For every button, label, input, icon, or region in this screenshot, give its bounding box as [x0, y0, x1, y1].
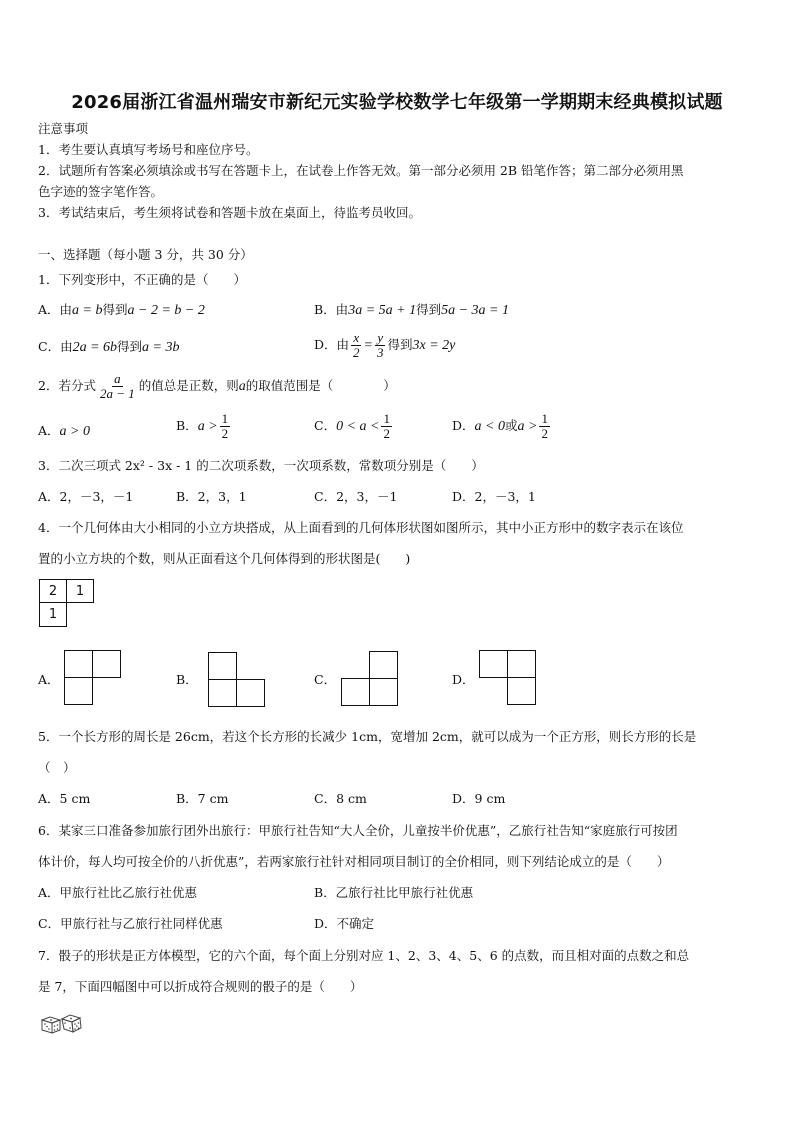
question-2-option-b: B．a > $\frac{1}{2}$: [176, 411, 229, 441]
dice-icon: [40, 1013, 84, 1035]
question-5-option-a: A．5 cm: [38, 791, 91, 806]
question-1-option-d: D．由 $\frac{x}{2}$ = $\frac{y}{3}$ 得到3x = 2y: [314, 330, 456, 360]
section-heading: 一、选择题（每小题 3 分，共 30 分）: [38, 247, 253, 262]
notice-heading: 注意事项: [38, 121, 89, 136]
question-1-option-b: B．由3a = 5a + 1得到5a − 3a = 1: [314, 302, 510, 318]
question-4-line: 置的小立方块的个数，则从正面看这个几何体得到的形状图是( ): [38, 551, 411, 566]
question-3-option-a: A．2，－3，－1: [38, 489, 134, 504]
question-3-stem: 3．二次三项式 2x² - 3x - 1 的二次项系数，一次项系数，常数项分别是（ ）: [38, 458, 484, 473]
question-6-line: 体计价，每人均可按全价的八折优惠”，若两家旅行社针对相同项目制订的全价相同，则下列结论成立的是（ ）: [38, 854, 670, 869]
question-2-stem: 2．若分式 $\frac{a}{2a - 1}$ 的值总是正数，则a的取值范围是（ ）: [38, 371, 396, 401]
notice-item: 色字迹的签字笔作答。: [38, 184, 164, 199]
question-6-option-a: A．甲旅行社比乙旅行社优惠: [38, 885, 198, 900]
question-2-option-d: D．a < 0或a > $\frac{1}{2}$: [452, 411, 548, 441]
question-4-option-d-label: D．: [452, 672, 475, 687]
question-4-option-c-label: C．: [314, 672, 337, 687]
question-6-option-c: C．甲旅行社与乙旅行社同样优惠: [38, 916, 223, 931]
question-2-option-c: C．0 < a < $\frac{1}{2}$: [314, 411, 390, 441]
notice-item: 2．试题所有答案必须填涂或书写在答题卡上，在试卷上作答无效。第一部分必须用 2B 铅笔作答；第二部分必须用黑: [38, 163, 684, 178]
exam-title: 2026届浙江省温州瑞安市新纪元实验学校数学七年级第一学期期末经典模拟试题: [71, 92, 723, 113]
notice-item: 1．考生要认真填写考场号和座位序号。: [38, 142, 259, 157]
question-4-line: 4．一个几何体由大小相同的小立方块搭成，从上面看到的几何体形状图如图所示，其中小正方形中的数字表示在该位: [38, 520, 684, 535]
question-5-option-d: D．9 cm: [452, 791, 506, 806]
question-3-option-c: C．2，3，－1: [314, 489, 398, 504]
top-view-cell: 1: [39, 602, 67, 627]
question-5-line: 5．一个长方形的周长是 26cm，若这个长方形的长减少 1cm，宽增加 2cm，就可以成为一个正方形，则长方形的长是: [38, 729, 697, 744]
question-5-option-c: C．8 cm: [314, 791, 367, 806]
question-4-option-a-label: A．: [38, 672, 60, 687]
question-6-line: 6．某家三口准备参加旅行团外出旅行：甲旅行社告知“大人全价，儿童按半价优惠”，乙旅行社告知“家庭旅行可按团: [38, 823, 678, 838]
question-3-option-d: D．2，－3，1: [452, 489, 536, 504]
question-7-line: 7．骰子的形状是正方体模型，它的六个面，每个面上分别对应 1、2、3、4、5、6 的点数，而且相对面的点数之和总: [38, 948, 690, 963]
question-6-option-b: B．乙旅行社比甲旅行社优惠: [314, 885, 474, 900]
question-4-option-b-label: B．: [176, 672, 198, 687]
question-1-stem: 1．下列变形中，不正确的是（ ）: [38, 272, 246, 287]
question-7-line: 是 7，下面四幅图中可以折成符合规则的骰子的是（ ）: [38, 979, 363, 994]
notice-item: 3．考试结束后，考生须将试卷和答题卡放在桌面上，待监考员收回。: [38, 205, 421, 220]
question-3-option-b: B．2，3，1: [176, 489, 247, 504]
question-1-option-a: A．由a = b得到a − 2 = b − 2: [38, 302, 205, 318]
question-6-option-d: D．不确定: [314, 916, 375, 931]
question-1-option-c: C．由2a = 6b得到a = 3b: [38, 339, 180, 355]
top-view-cell: 1: [66, 579, 94, 603]
top-view-cell: 2: [39, 579, 67, 603]
question-2-option-a: A．a > 0: [38, 423, 90, 439]
question-5-option-b: B．7 cm: [176, 791, 229, 806]
question-5-line: （ ）: [38, 760, 76, 775]
